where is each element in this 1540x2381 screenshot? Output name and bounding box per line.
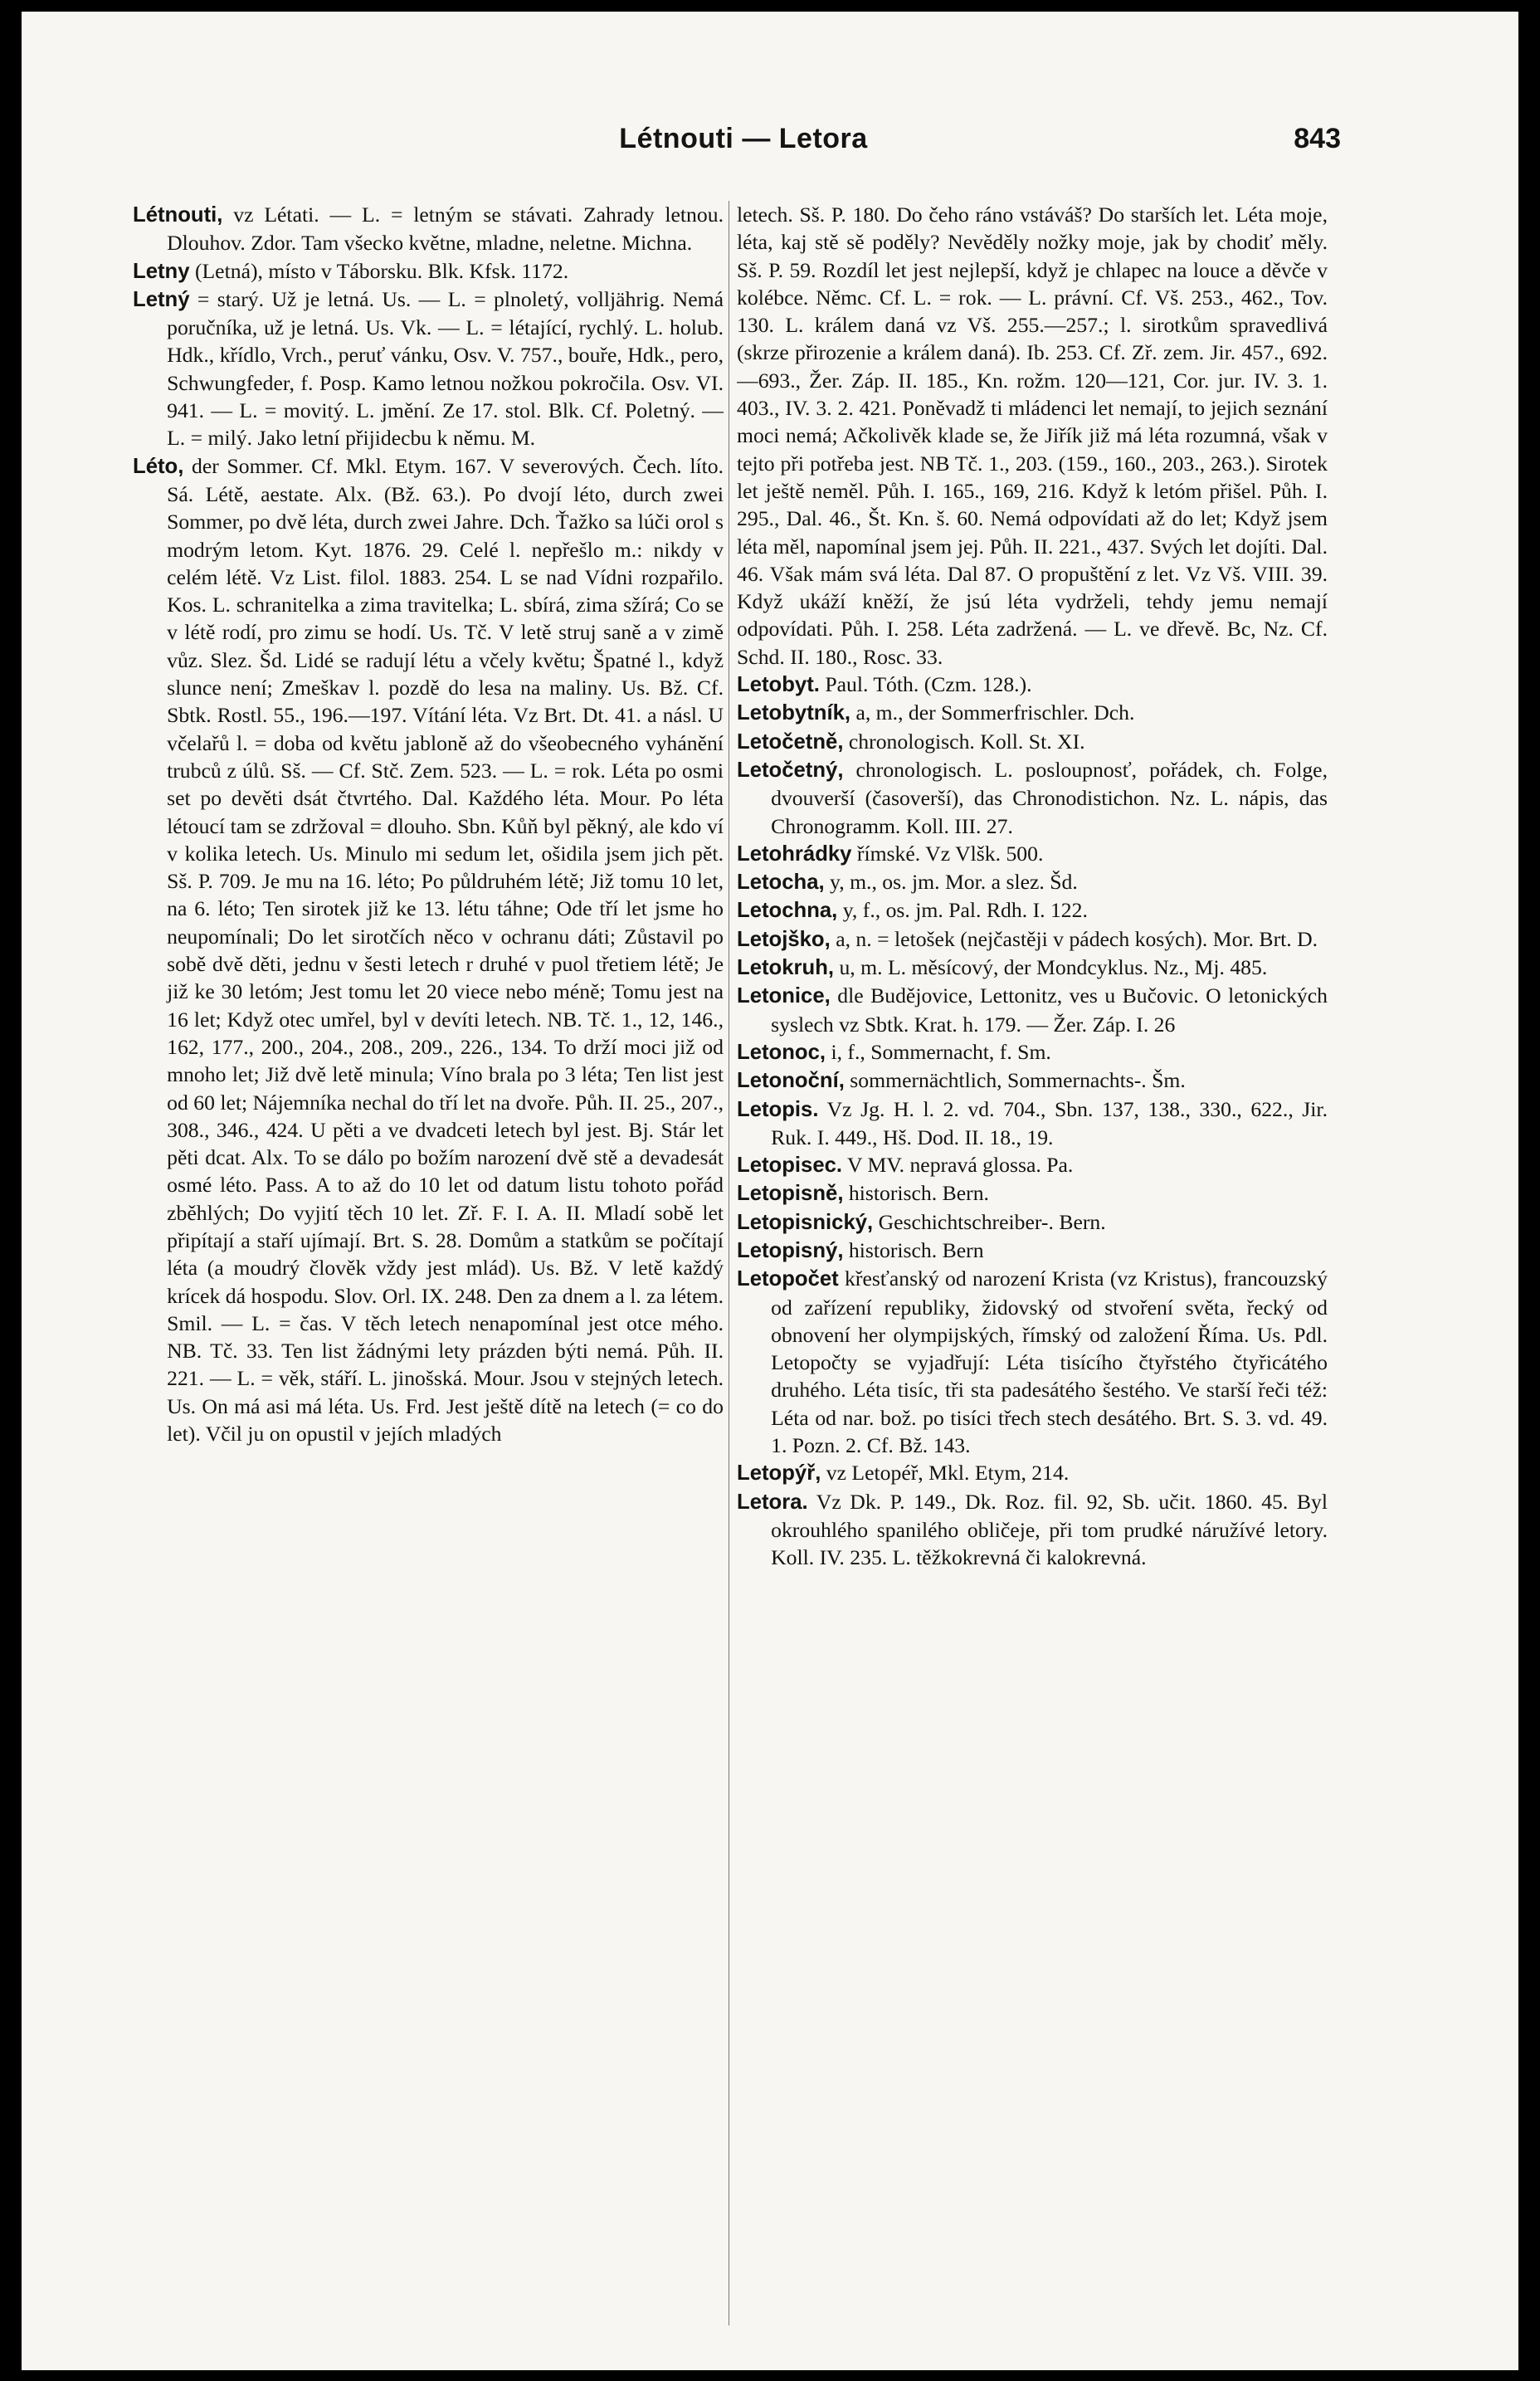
dictionary-entry — [133, 257, 724, 285]
entry-headword: Letopis. — [737, 1097, 819, 1121]
page-header — [146, 111, 1341, 169]
entry-text: y, m., os. jm. Mor. a slez. Šd. — [830, 870, 1078, 895]
entry-text: u, m. L. měsícový, der Mondcyklus. Nz., Mj. 485. — [839, 955, 1268, 980]
entry-headword: Letochna, — [737, 899, 838, 923]
entry-headword: Letočetný, — [737, 758, 844, 782]
entry-text: chronologisch. L. posloupnosť, pořádek, ch. Folge, dvouverší (časoverší), das Chronodistichon. Nz. L. nápis, das Chronogramm. Koll. III. 27. — [771, 757, 1328, 838]
entry-text: vz Létati. — L. = letným se stávati. Zahrady letnou. Dlouhov. Zdor. Tam všecko květne, mladne, neletne. Michna. — [167, 202, 724, 256]
entry-headword: Letobyt. — [737, 673, 820, 697]
entry-headword: Letocha, — [737, 871, 825, 895]
entry-text: letech. Sš. P. 180. Do čeho ráno vstáváš? Do starších let. Léta moje, léta, kaj stě sě poděly? Nevěděly nožky moje, jak by chodiť měly. Sš. P. 59. Rozdíl let jest nejlepší, když je chlapec na louce a děvče v kolébce. Němc. Cf. L. = rok. — L. právní. Cf. Vš. 253., 462., Tov. 130. L. králem daná vz Vš. 255.—257.; l. sirotkům spravedlivá (skrze přirozenie a králem daná). Ib. 253. Cf. Zř. zem. Jir. 457., 692.—693., Žer. Záp. II. 185., Kn. rožm. 120—121, Cor. jur. IV. 3. 1. 403., IV. 3. 2. 421. Poněvadž ti mládenci let nemají, to jejich seznání moci nemá; Ačkolivěk klade se, že Jiřík již má léta rozumná, však v tejto při potřeba jest. NB Tč. 1., 203. (159., 160., 203., 263.). Sirotek let ještě neměl. Půh. I. 165., 169, 216. Když k letóm přišel. Půh. I. 295., Dal. 46., Št. Kn. š. 60. Nemá odpovídati až do let; Když jsem léta měl, napomínal jsem jej. Půh. II. 221., 437. Svých let dojíti. Dal. 46. Však mám svá léta. Dal 87. O propuštění z let. Vz Vš. VIII. 39. Když ukáží kněží, že jsú léta vydrželi, tehdy jemu nemají odpovídati. Půh. I. 258. Léta zadržená. — L. ve dřevě. Bc, Nz. Cf. Schd. II. 180., Rosc. 33. — [737, 202, 1328, 669]
entry-text: římské. Vz Vlšk. 500. — [856, 841, 1044, 866]
entry-headword: Letopisně, — [737, 1182, 844, 1206]
entry-text: = starý. Už je letná. Us. — L. = plnoletý, volljährig. Nemá poručníka, už je letná. Us. Vk. — L. = létající, rychlý. L. holub. Hdk., křídlo, Vrch., peruť vánku, Osv. V. 757., bouře, Hdk., pero, Schwungfeder, f. Posp. Kamo letnou nožkou pokročila. Osv. VI. 941. — L. = movitý. L. jmění. Ze 17. stol. Blk. Cf. Poletný. — L. = milý. Jako letní přijidecbu k němu. M. — [167, 286, 724, 451]
dictionary-entry — [737, 1237, 1328, 1265]
entry-text: (Letná), místo v Táborsku. Blk. Kfsk. 1172. — [194, 258, 569, 283]
running-head: Létnouti — Letora — [619, 123, 868, 154]
dictionary-entry — [737, 201, 1328, 671]
entry-headword: Letopýř, — [737, 1461, 821, 1486]
dictionary-entry — [737, 868, 1328, 896]
entry-text: a, m., der Sommerfrischler. Dch. — [855, 700, 1135, 725]
dictionary-entry — [737, 1488, 1328, 1572]
entry-text: Geschichtschreiber-. Bern. — [878, 1209, 1106, 1234]
dictionary-entry — [737, 1208, 1328, 1237]
entry-text: Vz Jg. H. l. 2. vd. 704., Sbn. 137, 138., 330., 622., Jir. Ruk. I. 449., Hš. Dod. II. 18., 19. — [771, 1096, 1328, 1149]
entry-headword: Létnouti, — [133, 203, 223, 227]
entry-headword: Letopisný, — [737, 1238, 844, 1262]
entry-text: vz Letopéř, Mkl. Etym, 214. — [826, 1461, 1070, 1486]
dictionary-entry — [133, 452, 724, 1448]
dictionary-entry — [737, 1095, 1328, 1152]
entry-headword: Letočetně, — [737, 729, 844, 754]
entry-headword: Letonice, — [737, 984, 831, 1008]
dictionary-entry — [737, 954, 1328, 982]
entry-text: historisch. Bern. — [848, 1181, 989, 1206]
entry-headword: Letonoční, — [737, 1069, 845, 1093]
entry-headword: Letný — [133, 287, 190, 311]
dictionary-entry — [133, 285, 724, 452]
right-column — [737, 201, 1328, 2325]
dictionary-entry — [737, 925, 1328, 954]
entry-text: y, f., os. jm. Pal. Rdh. I. 122. — [842, 898, 1088, 923]
dictionary-entry — [737, 699, 1328, 727]
dictionary-entry — [133, 201, 724, 257]
entry-headword: Letojško, — [737, 927, 831, 951]
entry-text: der Sommer. Cf. Mkl. Etym. 167. V severových. Čech. líto. Sá. Létě, aestate. Alx. (Bž. 63.). Po dvojí léto, durch zwei Sommer, po dvě léta, durch zwei Jahre. Dch. Ťažko sa lúči orol s modrým letom. Kyt. 1876. 29. Celé l. nepřešlo m.: nikdy v celém létě. Vz List. filol. 1883. 254. L se nad Vídni rozpařilo. Kos. L. schranitelka a zima travitelka; L. sbírá, zima sžírá; Co se v létě rodí, pro zimu se hodí. Us. Tč. V letě struj saně a v zimě vůz. Slez. Šd. Lidé se radují létu a včely květu; Špatné l., když slunce není; Zmeškav l. pozdě do lesa na maliny. Us. Bž. Cf. Sbtk. Rostl. 55., 196.—197. Vítání léta. Vz Brt. Dt. 41. a násl. U včelařů l. = doba od květu jabloně až do všeobecného vyhánění trubců z úlů. Sš. — Cf. Stč. Zem. 523. — L. = rok. Léta po osmi set po devěti dsát čtvrtého. Dal. Každého léta. Mour. Po léta létoucí tam se zdržoval = dlouho. Sbn. Kůň byl pěkný, ale kdo ví v kolika letech. Us. Minulo mi sedum let, ošidila jsem jich pět. Sš. P. 709. Je mu na 16. léto; Po půldruhém létě; Již tomu 10 let, na 6. léto; Ten sirotek již ke 13. létu táhne; Ode tří let jsme ho neupomínali; Do let sirotčích něco v ochranu dáti; Zůstavil po sobě dvě děti, jednu v šesti letech r druhé v puol třetiem létě; Je již ke 30 letóm; Jest tomu let 20 viece nebo méně; Tomu jest na 16 let; Když otec umřel, byl v devíti letech. NB. Tč. 1., 12, 146., 162, 177., 200., 204., 208., 209., 226., 134. To drží moci již od mnoho let; Již dvě letě minula; Víno brala po 3 léta; Ten list jest od 60 let; Nájemníka nechal do tří let na dvoře. Půh. II. 25., 207., 308., 346., 424. U pěti a ve dvadceti letech byl jest. Bj. Stár let pěti dcat. Alx. To se dálo po božím narození dvě stě a devadesát osmé léto. Pass. A to až do 10 let od datum listu tohoto pořád zběhlých; Do vyjití těch 10 let. Zř. F. I. A. II. Mladí sobě let připítají a staří ujímají. Brt. S. 28. Domům a statkům se počítají léta (a moudrý člověk vždy jest mlád). Us. Bž. V letě každý krícek dá hospodu. Slov. Orl. IX. 248. Den za dnem a l. za létem. Smil. — L. = čas. V těch letech nenapomínal jest otce mého. NB. Tč. 33. Ten list žádnými lety prázden býti nemá. Půh. II. 221. — L. = věk, stáří. L. jinošská. Mour. Jsou v stejných letech. Us. On má asi má léta. Us. Frd. Jest ještě dítě na letech (= co do let). Včil ju on opustil v jejích mladých — [167, 453, 724, 1447]
entry-headword: Letonoc, — [737, 1040, 826, 1064]
dictionary-entry — [737, 982, 1328, 1038]
entry-headword: Letopočet — [737, 1267, 839, 1291]
dictionary-entry — [737, 1151, 1328, 1179]
entry-text: historisch. Bern — [848, 1237, 984, 1262]
entry-text: Paul. Tóth. (Czm. 128.). — [825, 672, 1032, 697]
entry-headword: Letopisnický, — [737, 1210, 874, 1234]
entry-text: dle Budějovice, Lettonitz, ves u Bučovic. O letonických syslech vz Sbtk. Krat. h. 179. — Žer. Záp. I. 26 — [771, 983, 1328, 1037]
entry-headword: Letokruh, — [737, 956, 835, 980]
entry-headword: Letobytník, — [737, 701, 851, 725]
entry-text: i, f., Sommernacht, f. Sm. — [831, 1039, 1051, 1064]
entry-text: a, n. = letošek (nejčastěji v pádech kosých). Mor. Brt. D. — [836, 926, 1318, 951]
dictionary-entry — [737, 728, 1328, 756]
entry-text: chronologisch. Koll. St. XI. — [848, 729, 1085, 754]
dictionary-page — [22, 12, 1518, 2370]
page-number: 843 — [1294, 123, 1341, 154]
entry-headword: Letohrádky — [737, 842, 852, 866]
dictionary-entry — [737, 1066, 1328, 1095]
dictionary-entry — [737, 1265, 1328, 1459]
dictionary-entry — [737, 840, 1328, 868]
entry-text: Vz Dk. P. 149., Dk. Roz. fil. 92, Sb. učit. 1860. 45. Byl okrouhlého spanilého obličeje, při tom prudké náružívé letory. Koll. IV. 235. L. těžkokrevná či kalokrevná. — [771, 1489, 1328, 1570]
left-column — [133, 201, 724, 2325]
dictionary-entry — [737, 1179, 1328, 1208]
entry-headword: Letopisec. — [737, 1154, 843, 1178]
entry-headword: Letora. — [737, 1490, 808, 1514]
dictionary-entry — [737, 1038, 1328, 1066]
dictionary-entry — [737, 756, 1328, 840]
entry-headword: Léto, — [133, 454, 184, 478]
dictionary-entry — [737, 1459, 1328, 1487]
entry-text: V MV. nepravá glossa. Pa. — [847, 1153, 1074, 1178]
entry-text: sommernächtlich, Sommernachts-. Šm. — [850, 1068, 1186, 1093]
entry-text: křesťanský od narození Krista (vz Kristus), francouzský od zařízení republiky, židovský od stvoření světa, řecký od obnovení her olympijských, římský od založení Říma. Us. Pdl. Letopočty se vyjadřují: Léta tisícího čtyřstého čtyřicátého druhého. Léta tisíc, tři sta padesátého šestého. Ve starší řeči též: Léta od nar. bož. po tisíci třech stech desátého. Brt. S. 3. vd. 49. 1. Pozn. 2. Cf. Bž. 143. — [771, 1266, 1328, 1458]
dictionary-entry — [737, 896, 1328, 925]
entry-headword: Letny — [133, 259, 190, 283]
dictionary-entry — [737, 671, 1328, 699]
